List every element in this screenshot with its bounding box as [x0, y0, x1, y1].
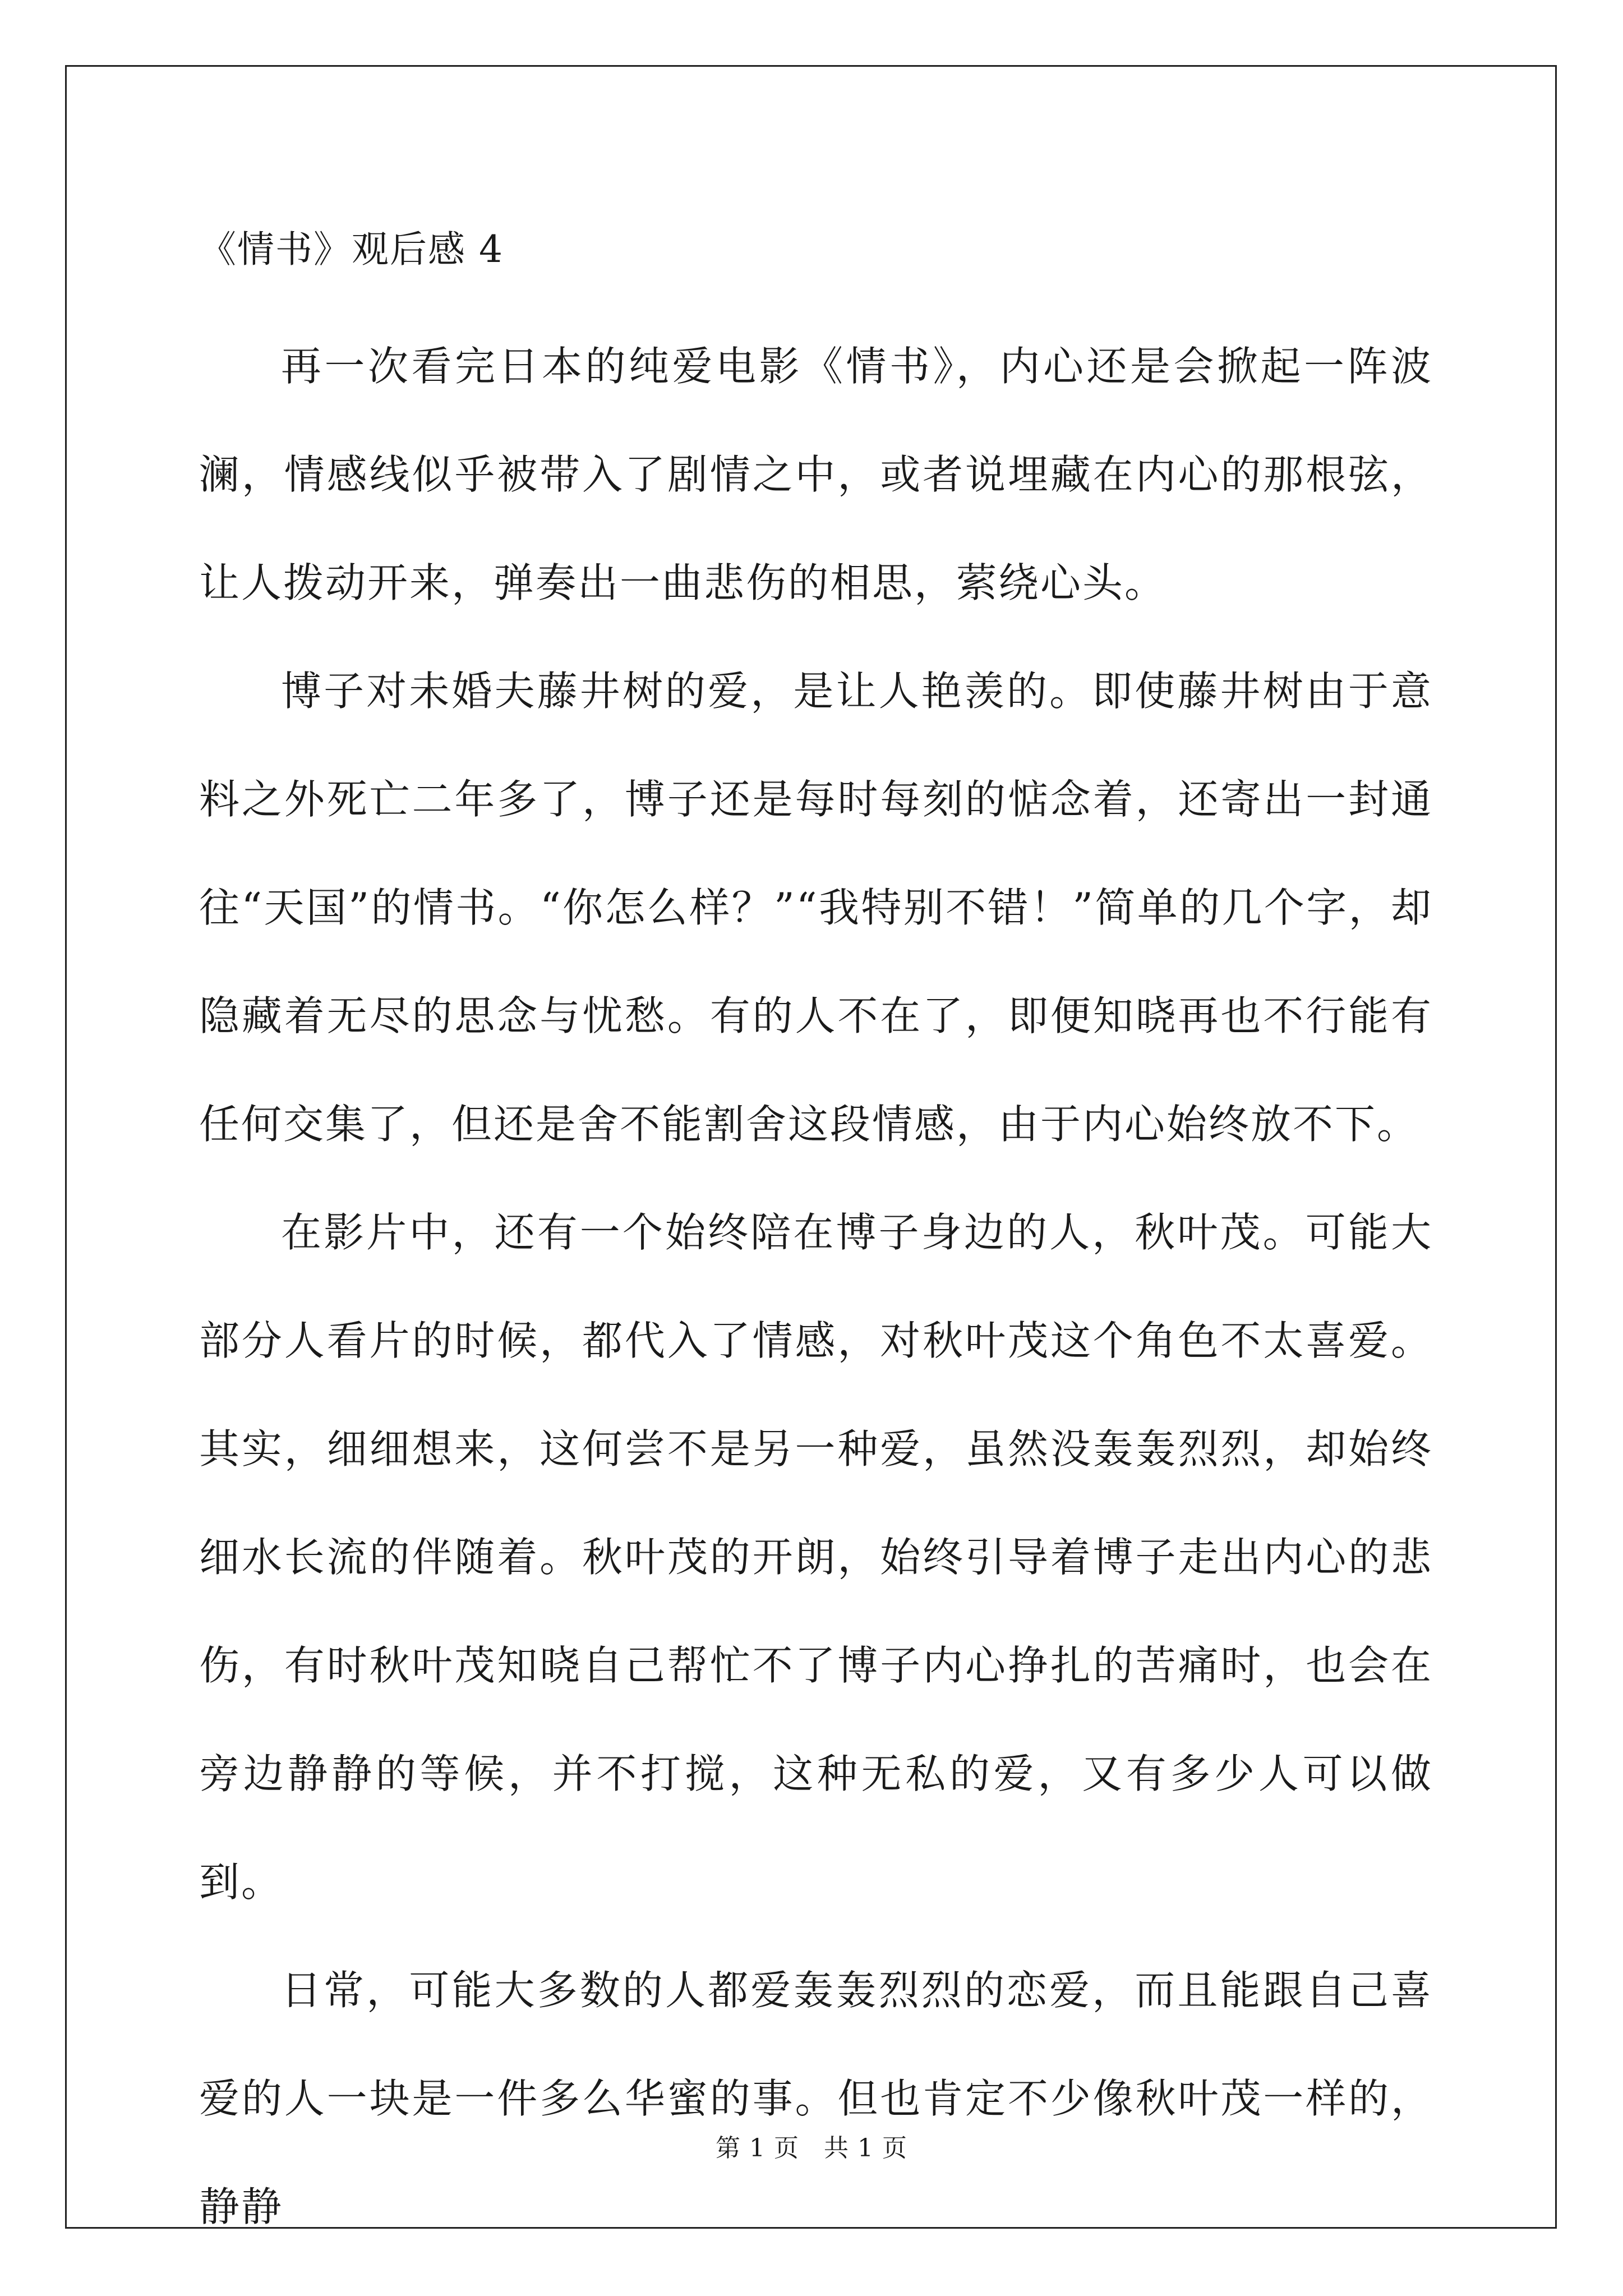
paragraph-1: 再一次看完日本的纯爱电影《情书》，内心还是会掀起一阵波澜，情感线似乎被带入了剧情之中，或者说埋藏在内心的那根弦，让人拨动开来，弹奏出一曲悲伤的相思，萦绕心头。 — [199, 343, 1433, 606]
document-title: 《情书》观后感 4 — [199, 228, 504, 271]
page-footer — [0, 2132, 1623, 2165]
document-body — [199, 216, 1433, 2261]
paragraph-3: 在影片中，还有一个始终陪在博子身边的人，秋叶茂。可能大部分人看片的时候，都代入了情感，对秋叶茂这个角色不太喜爱。其实，细细想来，这何尝不是另一种爱，虽然没轰轰烈烈，却始终细水长流的伴随着。秋叶茂的开朗，始终引导着博子走出内心的悲伤，有时秋叶茂知晓自己帮忙不了博子内心挣扎的苦痛时，也会在旁边静静的等候，并不打搅，这种无私的爱，又有多少人可以做到。 — [199, 1209, 1433, 1906]
page-total: 共 1 页 — [824, 2134, 907, 2162]
paragraph-4: 日常，可能大多数的人都爱轰轰烈烈的恋爱，而且能跟自己喜爱的人一块是一件多么华蜜的事。但也肯定不少像秋叶茂一样的，静静 — [199, 1967, 1433, 2230]
paragraph-2: 博子对未婚夫藤井树的爱，是让人艳羡的。即使藤井树由于意料之外死亡二年多了，博子还是每时每刻的惦念着，还寄出一封通往“天国”的情书。“你怎么样？”“我特别不错！”简单的几个字，却隐藏着无尽的思念与忧愁。有的人不在了，即便知晓再也不行能有任何交集了，但还是舍不能割舍这段情感，由于内心始终放不下。 — [199, 668, 1433, 1148]
page-number: 第 1 页 — [716, 2134, 799, 2162]
